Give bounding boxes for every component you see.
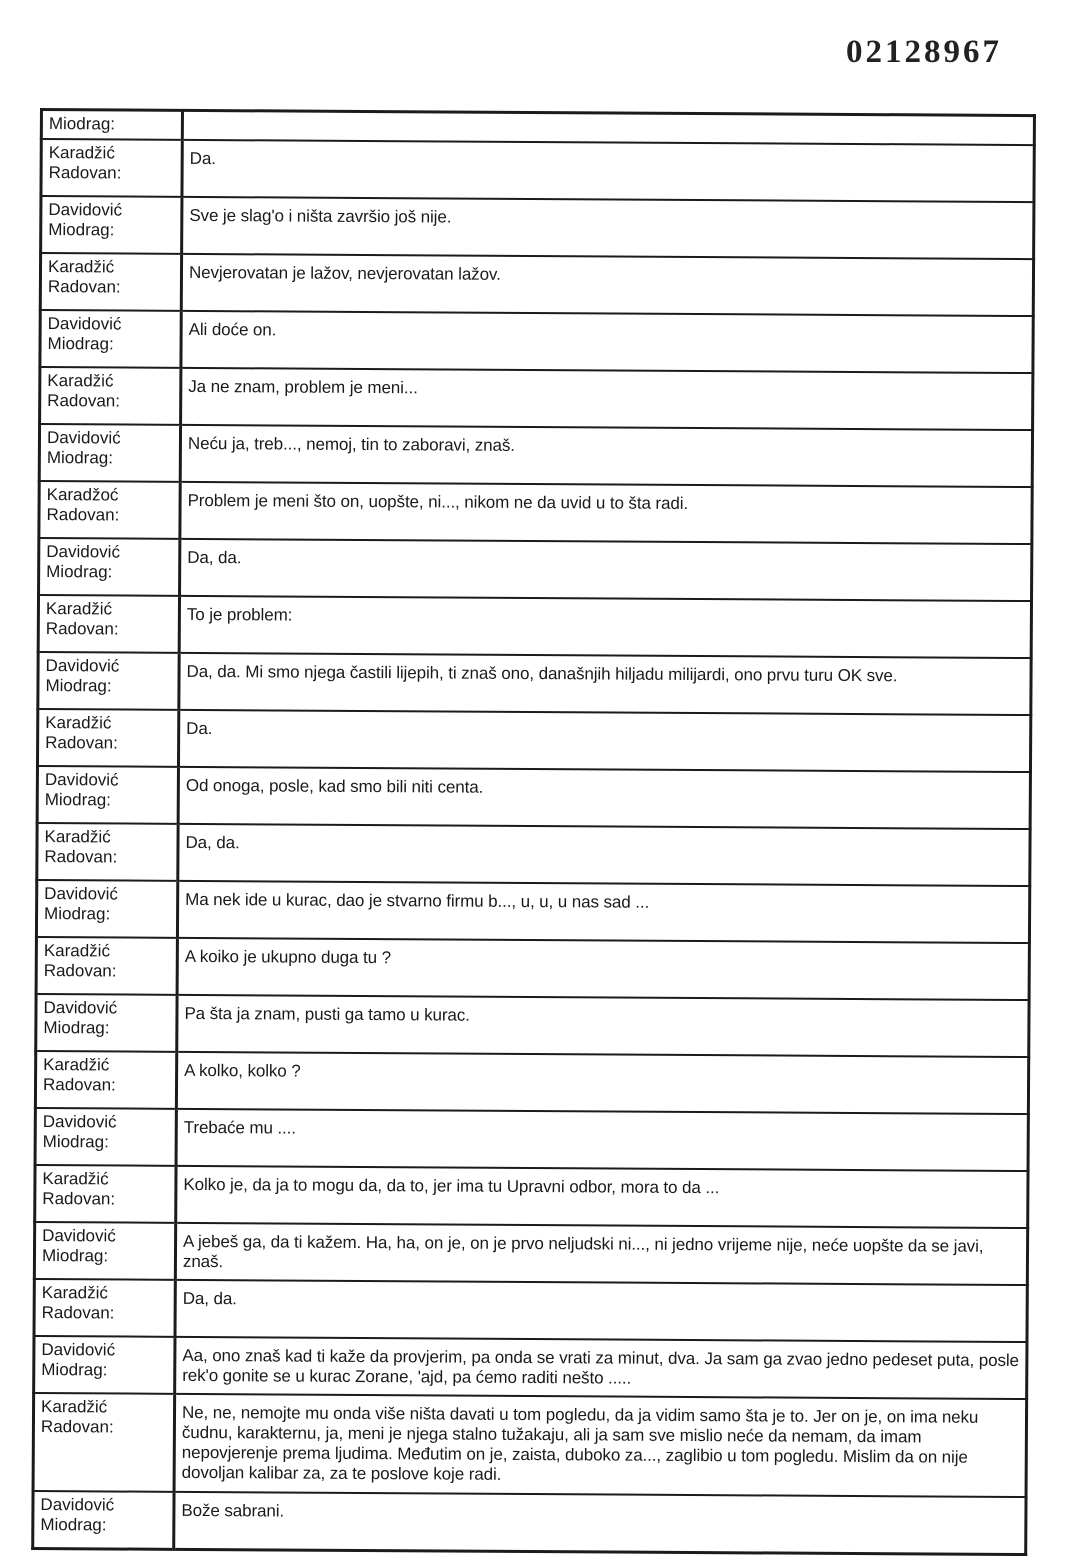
speech-text: Pa šta ja znam, pusti ga tamo u kurac. xyxy=(177,995,1029,1057)
speaker-surname: Karadžić xyxy=(41,1397,108,1417)
speaker-cell xyxy=(40,253,181,311)
speaker-surname: Karadžić xyxy=(47,371,114,391)
speaker-name: Miodrag: xyxy=(47,334,114,354)
transcript-row xyxy=(36,937,1029,1000)
transcript-row xyxy=(37,709,1030,772)
transcript-row xyxy=(40,367,1033,430)
speech-text: Da, da. xyxy=(178,824,1030,886)
speaker-name: Miodrag: xyxy=(42,1132,109,1152)
speaker-name: Miodrag: xyxy=(48,220,115,240)
speech-text: Problem je meni što on, uopšte, ni..., nikom ne da uvid u to šta radi. xyxy=(180,482,1032,544)
speaker-cell xyxy=(40,367,181,425)
transcript-row xyxy=(33,1491,1026,1555)
speaker-name: Radovan: xyxy=(47,277,121,297)
transcript-row xyxy=(36,880,1029,943)
speech-text: A jebeš ga, da ti kažem. Ha, ha, on je, on je prvo neljudski ni..., ni jedno vrijeme nije, neće uopšte da se javi, znaš. xyxy=(175,1223,1027,1285)
speech-text: Aa, ono znaš kad ti kaže da provjerim, pa onda se vrati za minut, dva. Ja sam ga zvao jedno pedeset puta, posle rek'o gonite se u kurac Zorane, 'ajd, pa ćemo raditi nešto ..... xyxy=(175,1337,1027,1399)
speech-text: Da. xyxy=(178,710,1030,772)
speaker-surname: Karadžić xyxy=(47,257,115,277)
transcript-row xyxy=(37,766,1030,829)
speaker-surname: Davidović xyxy=(42,1112,117,1132)
document-number: 02128967 xyxy=(846,34,1002,70)
speech-text: Ali doće on. xyxy=(181,311,1033,373)
transcript-row xyxy=(35,1108,1028,1171)
speaker-surname: Karadžić xyxy=(42,1169,109,1189)
transcript-row xyxy=(40,253,1033,316)
speech-text: To je problem: xyxy=(179,596,1031,658)
speaker-cell xyxy=(36,880,177,938)
speaker-cell xyxy=(41,110,182,140)
speaker-name: Miodrag: xyxy=(48,114,116,134)
speaker-surname: Karadžić xyxy=(45,713,112,733)
speaker-surname: Karadžić xyxy=(45,599,113,619)
transcript-row xyxy=(41,139,1034,202)
speaker-surname: Karadžić xyxy=(41,1283,108,1303)
speaker-name: Miodrag: xyxy=(44,790,111,810)
speaker-cell xyxy=(34,1279,175,1337)
speaker-cell xyxy=(41,139,182,197)
speaker-cell xyxy=(40,310,181,368)
speaker-name: Radovan: xyxy=(42,1075,116,1095)
transcript-row xyxy=(36,994,1029,1057)
transcript-row xyxy=(39,538,1032,601)
transcript-row xyxy=(34,1279,1027,1342)
speaker-surname: Davidović xyxy=(40,1495,115,1515)
transcript-row xyxy=(39,424,1032,487)
speaker-surname: Davidović xyxy=(44,884,118,904)
speaker-name: Miodrag: xyxy=(41,1360,108,1380)
speaker-surname: Davidović xyxy=(43,998,118,1018)
transcript-row xyxy=(38,652,1031,715)
speaker-name: Miodrag: xyxy=(43,1018,110,1038)
speaker-cell xyxy=(35,1051,176,1109)
speaker-surname: Karadžić xyxy=(48,143,115,163)
speaker-cell xyxy=(39,538,180,596)
speech-text: Od onoga, posle, kad smo bili niti centa. xyxy=(178,767,1030,829)
speaker-name: Radovan: xyxy=(45,733,118,753)
speaker-surname: Davidović xyxy=(46,542,121,562)
speaker-name: Miodrag: xyxy=(46,448,114,468)
speaker-surname: Karadžić xyxy=(44,827,111,847)
transcript-row xyxy=(34,1336,1027,1399)
speaker-name: Radovan: xyxy=(45,619,119,639)
speech-text: Kolko je, da ja to mogu da, da to, jer ima tu Upravni odbor, mora to da ... xyxy=(176,1166,1028,1228)
transcript-table xyxy=(31,108,1036,1556)
speech-text: Nevjerovatan je lažov, nevjerovatan lažov. xyxy=(181,254,1033,316)
speech-text: Da, da. Mi smo njega častili lijepih, ti znaš ono, današnjih hiljadu milijardi, ono prvu turu OK sve. xyxy=(179,653,1031,715)
speaker-cell xyxy=(38,652,179,710)
speaker-cell xyxy=(35,1165,176,1223)
speech-text: Bože sabrani. xyxy=(174,1492,1026,1555)
speaker-name: Miodrag: xyxy=(46,562,113,582)
speaker-surname: Davidović xyxy=(47,314,122,334)
speech-text: A kolko, kolko ? xyxy=(176,1052,1028,1114)
speech-text: Da, da. xyxy=(180,539,1032,601)
speaker-surname: Davidović xyxy=(48,200,123,220)
speaker-cell xyxy=(39,481,180,539)
speaker-cell xyxy=(35,1108,176,1166)
speaker-name: Radovan: xyxy=(44,847,118,867)
transcript-row xyxy=(37,823,1030,886)
speaker-cell xyxy=(33,1393,175,1492)
speaker-surname: Karadžić xyxy=(43,941,111,961)
speech-text: Sve je slag'o i ništa završio još nije. xyxy=(182,197,1034,259)
speaker-name: Radovan: xyxy=(40,1417,114,1437)
speech-text: Da. xyxy=(182,140,1034,202)
transcript-row xyxy=(40,310,1033,373)
speaker-surname: Karadžić xyxy=(43,1055,110,1075)
transcript-row xyxy=(33,1393,1027,1497)
speaker-name: Miodrag: xyxy=(40,1515,107,1535)
speaker-name: Radovan: xyxy=(48,163,122,183)
speaker-name: Radovan: xyxy=(47,391,121,411)
speech-text: Neću ja, treb..., nemoj, tin to zaboravi, znaš. xyxy=(180,425,1032,487)
speaker-cell xyxy=(38,595,179,653)
speech-text: Ne, ne, nemojte mu onda više ništa davati u tom pogledu, da ja vidim samo šta je to. Jer on je, on ima neku čudnu, karakternu, ja, meni je njega stalno tužakaju, ali ja sam sve mislio neće da nemam, da imam nepovjerenje prema ljudima. Međutim on je, zaista, duboko za..., zaglibio u tom pogledu. Mislim da on nije dovoljan kalibar za, za te poslove koje radi. xyxy=(174,1394,1027,1497)
speech-text: Trebaće mu .... xyxy=(176,1109,1028,1171)
transcript-row xyxy=(34,1222,1027,1285)
speaker-name: Miodrag: xyxy=(41,1246,109,1266)
speaker-cell xyxy=(34,1336,175,1394)
speaker-cell xyxy=(33,1491,174,1549)
speaker-cell xyxy=(37,766,178,824)
speaker-name: Radovan: xyxy=(41,1303,115,1323)
transcript-row xyxy=(35,1165,1028,1228)
speaker-surname: Karadžoć xyxy=(46,485,119,505)
speaker-name: Radovan: xyxy=(46,505,120,525)
transcript-body xyxy=(33,110,1035,1555)
speaker-surname: Davidović xyxy=(44,770,119,790)
speaker-cell xyxy=(39,424,180,482)
transcript-row xyxy=(38,595,1031,658)
speaker-name: Radovan: xyxy=(42,1189,116,1209)
speaker-surname: Davidović xyxy=(46,428,121,448)
transcript-row xyxy=(35,1051,1028,1114)
transcript-row xyxy=(41,196,1034,259)
speaker-cell xyxy=(34,1222,175,1280)
speech-text: Da, da. xyxy=(175,1280,1027,1342)
speaker-cell xyxy=(37,709,178,767)
speaker-surname: Davidović xyxy=(42,1226,116,1246)
speaker-cell xyxy=(41,196,182,254)
speech-text: Ja ne znam, problem je meni... xyxy=(181,368,1033,430)
speaker-surname: Davidović xyxy=(45,656,120,676)
speaker-name: Radovan: xyxy=(43,961,117,981)
speaker-cell xyxy=(37,823,178,881)
speech-text: Ma nek ide u kurac, dao je stvarno firmu b..., u, u, u nas sad ... xyxy=(177,881,1029,943)
speaker-name: Miodrag: xyxy=(45,676,112,696)
speaker-cell xyxy=(36,994,177,1052)
speaker-surname: Davidović xyxy=(41,1340,116,1360)
transcript-row xyxy=(39,481,1032,544)
speaker-name: Miodrag: xyxy=(44,904,111,924)
speech-text: A koiko je ukupno duga tu ? xyxy=(177,938,1029,1000)
speaker-cell xyxy=(36,937,177,995)
